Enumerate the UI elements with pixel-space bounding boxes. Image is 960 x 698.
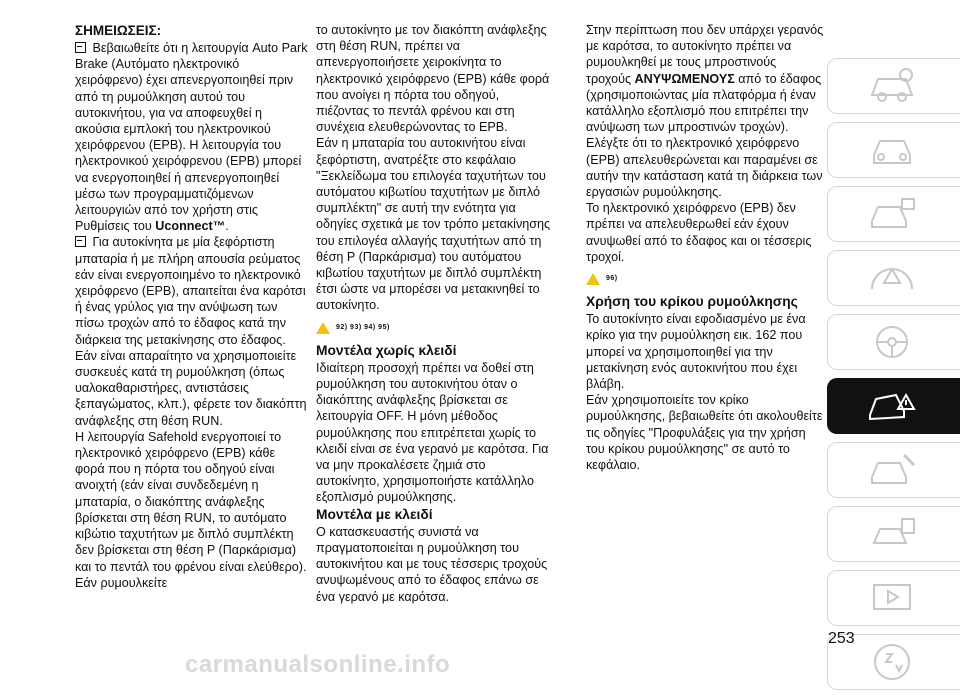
uconnect-label: Uconnect™ (155, 219, 226, 234)
car-maintenance-icon (866, 449, 918, 491)
paragraph: Εάν η μπαταρία του αυτοκινήτου είναι ξεφόρτιστη, ανατρέξτε στο κεφάλαιο "Ξεκλείδωμα του επιλογέα ταχυτήτων του αυτόματου κιβωτίου ταχυτήτων με διπλό συμπλέκτη" σε αυτή την ενότητα για οδηγίες σχετικά με τον τρόπο μετακίνησης του επιλογέα αλλαγής ταχυτήτων από τη θέση P (Παρκάρισμα) του αυτόματου κιβωτίου ταχυτήτων με διπλό συμπλέκτη έτσι ώστε να μπορέσει να μετακινηθεί το αυτοκίνητο. (316, 136, 551, 313)
page-number: 253 (828, 630, 855, 647)
tab-car-maintenance[interactable] (827, 442, 960, 498)
note-paragraph-2: Για αυτοκίνητα με μία ξεφόρτιστη μπαταρία ή με πλήρη απουσία ρεύματος εάν είναι ενεργοποιημένο το ηλεκτρονικό χειρόφρενο (EPB), απαιτείται ένα καρότσι ή ένας γρύλος για την ανύψωση των πίσω τροχών από το έδαφος κατά την διάρκεια της μετακίνησης στο έδαφος. (75, 235, 306, 347)
paragraph: Η λειτουργία Safehold ενεργοποιεί το ηλεκτρονικό χειρόφρενο (EPB) κάθε φορά που η πόρτα του οδηγού είναι ανοιχτή (εάν είναι συνδεδεμένη η μπαταρία, ο διακόπτης ανάφλεξης βρίσκεται στη θέση RUN, το αυτόματο κιβώτιο ταχυτήτων με διπλό συμπλέκτη δεν βρίσκεται στη θέση P (Παρκάρισμα) και το πεντάλ του φρένου είναι ελεύθερο). Εάν ρυμουλκείτε (75, 429, 307, 590)
multimedia-icon (866, 577, 918, 619)
car-dashboard-icon (866, 65, 918, 107)
subheading-keyed-models: Μοντέλα με κλειδί (316, 506, 433, 522)
note-icon (75, 42, 86, 53)
tab-car-emergency[interactable] (827, 378, 960, 434)
paragraph: Ιδιαίτερη προσοχή πρέπει να δοθεί στη ρυμούλκηση του αυτοκινήτου όταν ο διακόπτης ανάφλεξης βρίσκεται σε λειτουργία OFF. Η μόνη μέθοδος ρυμούλκησης που επιτρέπεται χωρίς το κλειδί είναι σε ένα γερανό με καρότσα. Για να μην προκαλέσετε ζημιά στο αυτοκίνητο, χρησιμοποιήστε κατάλληλο εξοπλισμό ρυμούλκησης. (316, 360, 549, 505)
tab-steering-wheel[interactable] (827, 314, 960, 370)
paragraph: Εάν είναι απαραίτητο να χρησιμοποιείτε συσκευές κατά τη ρυμούλκηση (όπως υαλοκαθαριστήρες, αντιστάσεις ξεπαγώματος, κλπ.), φέρετε τον διακόπτη ανάφλεξης στη θέση RUN. (75, 348, 307, 428)
warning-refs: 96) (606, 275, 618, 283)
note-paragraph-1: Βεβαιωθείτε ότι η λειτουργία Auto Park Brake (Αυτόματο ηλεκτρονικό χειρόφρενο) έχει απενεργοποιηθεί πριν από τη ρυμούλκηση αυτού του αυτοκινήτου, για να αποφευχθεί η ακούσια εμπλοκή του ηλεκτρονικού χειρόφρενου (EPB). Η λειτουργία του ηλεκτρονικού χειρόφρενου (EPB) μπορεί να ενεργοποιηθεί ή απενεργοποιηθεί μέσω των προγραμματιζόμενων λειτουργιών από τον χρήστη στις Ρυθμίσεις του Uconnect™. (75, 41, 308, 234)
car-emergency-icon (866, 385, 918, 427)
paragraph: Εάν χρησιμοποιείτε τον κρίκο ρυμούλκησης, βεβαιωθείτε ότι ακολουθείτε τις οδηγίες "Προφυλάξεις για την χρήση του κρίκου ρυμούλκησης" σε αυτό το κεφάλαιο. (586, 393, 823, 473)
raised-label: ΑΝΥΨΩΜΕΝΟΥΣ (634, 71, 735, 86)
column-1 (75, 22, 308, 591)
column-3 (586, 22, 824, 473)
steering-wheel-icon (866, 321, 918, 363)
column-2 (316, 22, 551, 605)
paragraph: Ελέγξτε ότι το ηλεκτρονικό χειρόφρενο (EPB) απελευθερώνεται και παραμένει σε αυτήν την κατάσταση κατά τη διάρκεια των εργασιών ρυμούλκησης. (586, 136, 823, 200)
warning-reference (316, 320, 551, 336)
note-icon (75, 236, 86, 247)
notes-heading: ΣΗΜΕΙΩΣΕΙΣ: (75, 23, 162, 38)
chapter-tabs (827, 58, 960, 698)
subheading-towing-eye: Χρήση του κρίκου ρυμούλκησης (586, 294, 798, 310)
paragraph: Στην περίπτωση που δεν υπάρχει γερανός με καρότσα, το αυτοκίνητο πρέπει να ρυμουλκηθεί με τους μπροστινούς τροχούς ΑΝΥΨΩΜΕΝΟΥΣ από το έδαφος (χρησιμοποιώντας μία πλατφόρμα ή έναν κατάλληλο εξοπλισμό που επιτρέπει την ανύψωση των μπροστινών τροχών). (586, 23, 824, 135)
tab-multimedia[interactable] (827, 570, 960, 626)
watermark: carmanualsonline.info (185, 651, 451, 678)
dashboard-warning-icon (866, 257, 918, 299)
alphabetical-index-icon (866, 641, 918, 683)
car-front-icon (866, 129, 918, 171)
warning-refs: 92) 93) 94) 95) (336, 323, 390, 331)
paragraph: Το αυτοκίνητο είναι εφοδιασμένο με ένα κρίκο για την ρυμούλκηση εικ. 162 που μπορεί να χρησιμοποιηθεί για την μετακίνηση ενός αυτοκινήτου που έχει βλάβη. (586, 312, 806, 392)
paragraph: το αυτοκίνητο με τον διακόπτη ανάφλεξης στη θέση RUN, πρέπει να απενεργοποιήσετε χειροκίνητα το ηλεκτρονικό χειρόφρενο (EPB) κάθε φορά που ανοίγει η πόρτα του οδηγού, πιέζοντας το πεντάλ φρένου και στη συνέχεια ελευθερώνοντας το EPB. (316, 23, 550, 135)
tab-car-dashboard[interactable] (827, 58, 960, 114)
subheading-keyless-models: Μοντέλα χωρίς κλειδί (316, 342, 457, 358)
tab-car-front[interactable] (827, 122, 960, 178)
tab-specifications[interactable] (827, 506, 960, 562)
car-lock-icon (866, 193, 918, 235)
warning-reference (586, 271, 824, 287)
paragraph: Το ηλεκτρονικό χειρόφρενο (EPB) δεν πρέπει να απελευθερωθεί εάν έχουν ανυψωθεί από το έδαφος και οι τέσσερις τροχοί. (586, 201, 812, 264)
paragraph: Ο κατασκευαστής συνιστά να πραγματοποιείται η ρυμούλκηση του αυτοκινήτου και με τους τέσσερις τροχούς ανυψωμένους από το έδαφος επάνω σε ένα γερανό με καρότσα. (316, 524, 548, 604)
tab-car-lock[interactable] (827, 186, 960, 242)
specifications-icon (866, 513, 918, 555)
warning-triangle-icon (586, 273, 600, 285)
tab-dashboard-warning[interactable] (827, 250, 960, 306)
warning-triangle-icon (316, 322, 330, 334)
